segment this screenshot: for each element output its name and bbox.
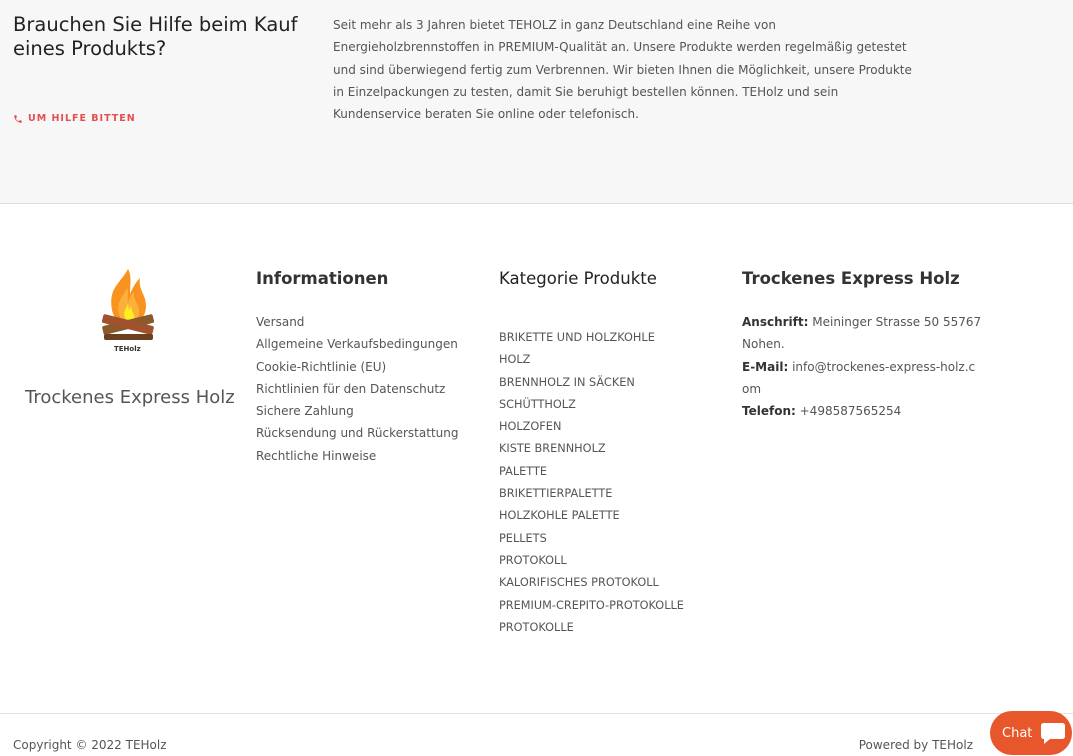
email-value[interactable]: info@trockenes-express-holz.com [742,359,976,396]
phone-label: Telefon: [742,404,796,419]
contact-email [742,356,982,401]
brand-name: Trockenes Express Holz [25,387,235,408]
info-column-title: Informationen [256,269,389,288]
phone-icon [13,114,23,124]
info-link-versand[interactable]: Versand [256,315,305,329]
powered-by: Powered by TEHolz [858,738,973,752]
contact-address [742,311,982,356]
info-link-secure-payment[interactable]: Sichere Zahlung [256,404,354,419]
brand-logo[interactable] [100,266,157,356]
category-link-list [499,327,684,639]
info-link-privacy-policy[interactable]: Richtlinien für den Datenschutz [256,381,446,396]
help-banner [0,0,1073,204]
address-value: Meininger Strasse 50 55767 Nohen. [742,315,982,352]
info-link-agb[interactable]: Allgemeine Verkaufsbedingungen [256,337,458,352]
category-link[interactable]: BRIKETTIERPALETTE [499,487,613,501]
category-link[interactable]: HOLZKOHLE PALETTE [499,509,620,523]
category-link[interactable]: PROTOKOLL [499,553,567,567]
category-link[interactable]: SCHÜTTHOLZ [499,397,576,411]
ask-for-help-link[interactable] [13,113,136,124]
email-label: E-Mail: [742,359,789,374]
info-link-returns-refunds[interactable]: Rücksendung und Rückerstattung [256,426,459,441]
info-link-legal-notice[interactable]: Rechtliche Hinweise [256,448,377,463]
info-link-cookie-policy[interactable]: Cookie-Richtlinie (EU) [256,359,387,374]
category-link[interactable]: BRIKETTE UND HOLZKOHLE [499,331,655,344]
phone-value[interactable]: +498587565254 [799,404,902,419]
contact-phone [742,400,982,422]
chat-bubble-icon [1040,721,1066,745]
ask-for-help-label: UM HILFE BITTEN [28,113,136,124]
category-link[interactable]: PELLETS [499,531,547,545]
category-link[interactable]: PALETTE [499,464,547,478]
chat-button[interactable] [990,711,1072,755]
category-link[interactable]: PREMIUM-CREPITO-PROTOKOLLE [499,598,684,612]
copyright: Copyright © 2022 TEHolz [13,738,167,752]
footer-divider [0,713,1073,714]
help-title: Brauchen Sie Hilfe beim Kauf eines Produkts? [13,13,298,60]
category-link[interactable]: KISTE BRENNHOLZ [499,442,606,456]
category-link[interactable]: KALORIFISCHES PROTOKOLL [499,576,659,590]
category-link[interactable]: PROTOKOLLE [499,620,574,634]
address-label: Anschrift: [742,315,809,329]
chat-label: Chat [1002,725,1033,741]
contact-block [742,311,982,422]
category-link[interactable]: BRENNHOLZ IN SÄCKEN [499,375,635,389]
category-column-title: Kategorie Produkte [499,269,657,288]
category-link[interactable]: HOLZ [499,353,531,367]
fire-logo-icon [100,266,157,356]
contact-column-title: Trockenes Express Holz [742,269,960,288]
logo-text: TEHolz [114,345,141,353]
info-link-list [256,311,458,467]
category-link[interactable]: HOLZOFEN [499,420,562,434]
help-description: Seit mehr als 3 Jahren bietet TEHOLZ in ganz Deutschland eine Reihe von Energieholzbrennstoffen in PREMIUM-Qualität an. Unsere Produkte werden regelmäßig getestet und sind überwiegend fertig zum Verbrennen. Wir bieten Ihnen die Möglichkeit, unsere Produkte in Einzelpackungen zu testen, damit Sie beruhigt bestellen können. TEHolz und sein Kundenservice beraten Sie online oder telefonisch. [333,18,912,122]
